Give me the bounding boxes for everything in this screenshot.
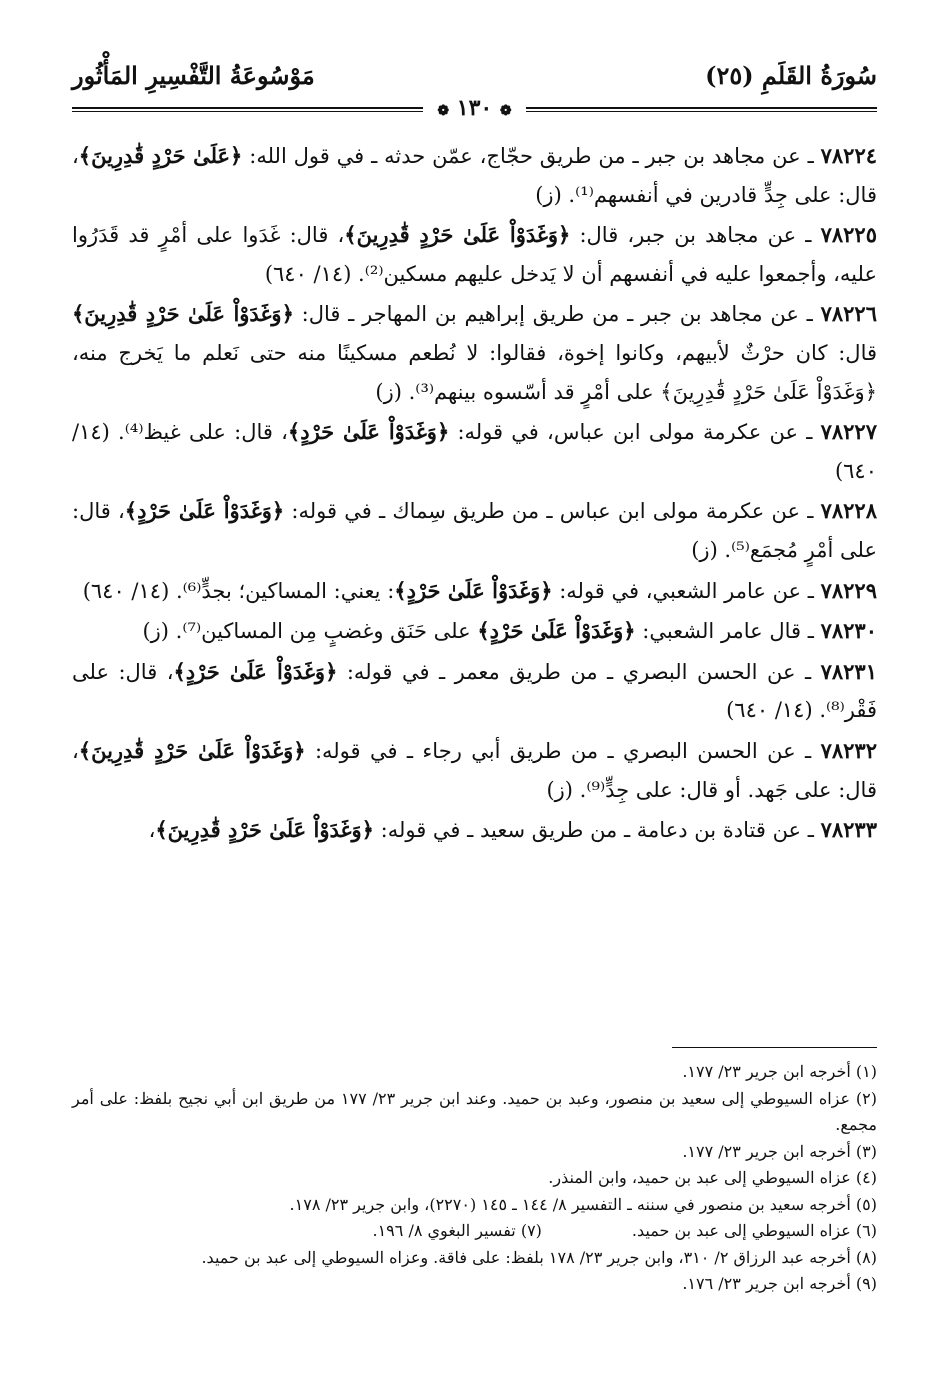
page-number-value: ١٣٠	[456, 95, 493, 121]
footnote: (٩) أخرجه ابن جرير ٢٣/ ١٧٦.	[682, 1274, 877, 1293]
quran-quote: ﴿وَغَدَوْاْ عَلَىٰ حَرْدٍ قَٰدِرِينَ﴾	[344, 222, 571, 248]
entry	[72, 653, 877, 730]
quran-quote: ﴿وَغَدَوْاْ عَلَىٰ حَرْدٍ﴾	[173, 658, 338, 684]
page-header	[72, 55, 877, 121]
entry-number: ٧٨٢٢٤	[820, 143, 878, 168]
entry-tail: ، قال: على فَقْر⁽⁸⁾. (١٤/ ٦٤٠)	[72, 659, 877, 723]
entry-text: ـ عن عكرمة مولى ابن عباس، في قوله:	[449, 420, 821, 445]
footnote: (٥) أخرجه سعيد بن منصور في سننه ـ التفسير ٨/ ١٤٤ ـ ١٤٥ (٢٢٧٠)، وابن جرير ٢٣/ ١٧٨.	[289, 1194, 877, 1214]
entry-tail: ،	[148, 818, 156, 843]
quran-quote: ﴿عَلَىٰ حَرْدٍ قَٰدِرِينَ﴾	[78, 143, 243, 168]
quran-quote: ﴿وَغَدَوْاْ عَلَىٰ حَرْدٍ﴾	[287, 419, 450, 445]
book-title: مَوْسُوعَةُ التَّفْسِيرِ المَأْثُور	[72, 61, 315, 90]
entry-number: ٧٨٢٢٩	[820, 577, 877, 603]
footnote-separator	[672, 1047, 877, 1048]
entry-text: ـ قال عامر الشعبي:	[635, 619, 821, 644]
footnote: (٤) عزاه السيوطي إلى عبد بن حميد، وابن المنذر.	[548, 1168, 877, 1187]
quran-quote: ﴿وَغَدَوْاْ عَلَىٰ حَرْدٍ قَٰدِرِينَ﴾	[72, 301, 294, 327]
footnote: (٦) عزاه السيوطي إلى عبد بن حميد.	[631, 1221, 877, 1240]
ornament-icon: ❁	[499, 103, 512, 119]
entry-text: ـ عن قتادة بن دعامة ـ من طريق سعيد ـ في قوله:	[373, 818, 821, 843]
entry-number: ٧٨٢٢٨	[820, 498, 877, 524]
entry-number: ٧٨٢٣٢	[820, 737, 877, 763]
quran-quote: ﴿وَغَدَوْاْ عَلَىٰ حَرْدٍ﴾	[394, 577, 553, 603]
entry-text: ـ عن مجاهد بن جبر ـ من طريق حجّاج، عمّن حدثه ـ في قول الله:	[242, 144, 821, 168]
entry-text: ـ عن عامر الشعبي، في قوله:	[552, 578, 821, 603]
entry-text: ـ عن مجاهد بن جبر ـ من طريق إبراهيم بن المهاجر ـ قال:	[293, 302, 821, 327]
quran-quote: ﴿وَغَدَوْاْ عَلَىٰ حَرْدٍ﴾	[477, 618, 636, 644]
entry-tail: على حَنَق وغضبٍ مِن المساكين⁽⁷⁾. (ز)	[142, 619, 478, 644]
entry	[72, 492, 877, 569]
page-number-wrap	[72, 95, 877, 121]
quran-quote: ﴿وَغَدَوْاْ عَلَىٰ حَرْدٍ قَٰدِرِينَ﴾	[155, 817, 374, 843]
entry-number: ٧٨٢٢٥	[820, 222, 877, 248]
entry	[72, 216, 877, 293]
quran-quote: ﴿وَغَدَوْاْ عَلَىٰ حَرْدٍ قَٰدِرِينَ﴾	[78, 737, 306, 763]
footnote-row	[72, 1218, 877, 1245]
entry-tail: ، قال: على جَهد. أو قال: على جِدٍّ⁽⁹⁾. (ز)	[72, 738, 877, 802]
entry	[72, 811, 877, 850]
entry-tail: : يعني: المساكين؛ بجدٍّ⁽⁶⁾. (١٤/ ٦٤٠)	[82, 578, 395, 603]
entry-tail: قال: كان حرْثٌ لأبيهم، وكانوا إخوة، فقالوا: لا نُطعم مسكينًا منه حتى نَعلم ما يَخرج منه، ﴿وَغَدَوْاْ عَلَىٰ حَرْدٍ قَٰدِرِينَ﴾ على أمْرٍ قد أسّسوه بينهم⁽³⁾. (ز)	[72, 340, 877, 404]
entry-text: ـ عن عكرمة مولى ابن عباس ـ من طريق سِماك ـ في قوله:	[284, 499, 821, 524]
footnotes	[72, 1059, 877, 1298]
entry	[72, 732, 877, 809]
entry-number: ٧٨٢٢٧	[820, 419, 877, 445]
footnote: (٣) أخرجه ابن جرير ٢٣/ ١٧٧.	[682, 1141, 877, 1161]
quran-quote: ﴿وَغَدَوْاْ عَلَىٰ حَرْدٍ﴾	[124, 498, 285, 524]
footnote: (٧) تفسير البغوي ٨/ ١٩٦.	[372, 1221, 542, 1240]
entry	[72, 413, 877, 490]
entry-number: ٧٨٢٣١	[820, 658, 877, 684]
main-text	[72, 137, 877, 852]
entry-tail: ، قال: غَدَوا على أمْرٍ قد قَدَرُوا عليه، وأجمعوا عليه في أنفسهم أن لا يَدخل عليهم مسكين⁽²⁾. (١٤/ ٦٤٠)	[72, 223, 877, 286]
entry-text: ـ عن الحسن البصري ـ من طريق معمر ـ في قوله:	[337, 659, 821, 684]
entry-tail: ، قال: على غيظ⁽⁴⁾. (١٤/ ٦٤٠)	[72, 420, 877, 483]
entry-text: ـ عن الحسن البصري ـ من طريق أبي رجاء ـ في قوله:	[305, 738, 821, 763]
footnote: (٨) أخرجه عبد الرزاق ٢/ ٣١٠، وابن جرير ٢٣/ ١٧٨ بلفظ: على فاقة. وعزاه السيوطي إلى عبد بن حميد.	[201, 1247, 877, 1267]
entry-tail: ، قال: على جِدٍّ قادرين في أنفسهم⁽¹⁾. (ز)	[72, 144, 877, 207]
entry-number: ٧٨٢٣٣	[820, 817, 877, 843]
footnote: (٢) عزاه السيوطي إلى سعيد بن منصور، وعبد بن حميد. وعند ابن جرير ٢٣/ ١٧٧ من طريق ابن أبي نجيح بلفظ: على أمر مجمع.	[72, 1088, 877, 1134]
entry	[72, 137, 877, 214]
entry-tail: ، قال: على أمْرٍ مُجمَع⁽⁵⁾. (ز)	[72, 499, 877, 562]
entry-text: ـ عن مجاهد بن جبر، قال:	[570, 223, 821, 248]
entry-number: ٧٨٢٢٦	[820, 301, 877, 327]
entry	[72, 572, 877, 611]
entry-number: ٧٨٢٣٠	[820, 618, 877, 644]
page-number	[423, 95, 525, 121]
ornament-icon: ❁	[437, 103, 450, 119]
entry	[72, 612, 877, 651]
page	[72, 55, 877, 1355]
entry	[72, 295, 877, 411]
surah-title: سُورَةُ القَلَمِ (٢٥)	[705, 61, 877, 90]
footnote: (١) أخرجه ابن جرير ٢٣/ ١٧٧.	[682, 1062, 877, 1081]
